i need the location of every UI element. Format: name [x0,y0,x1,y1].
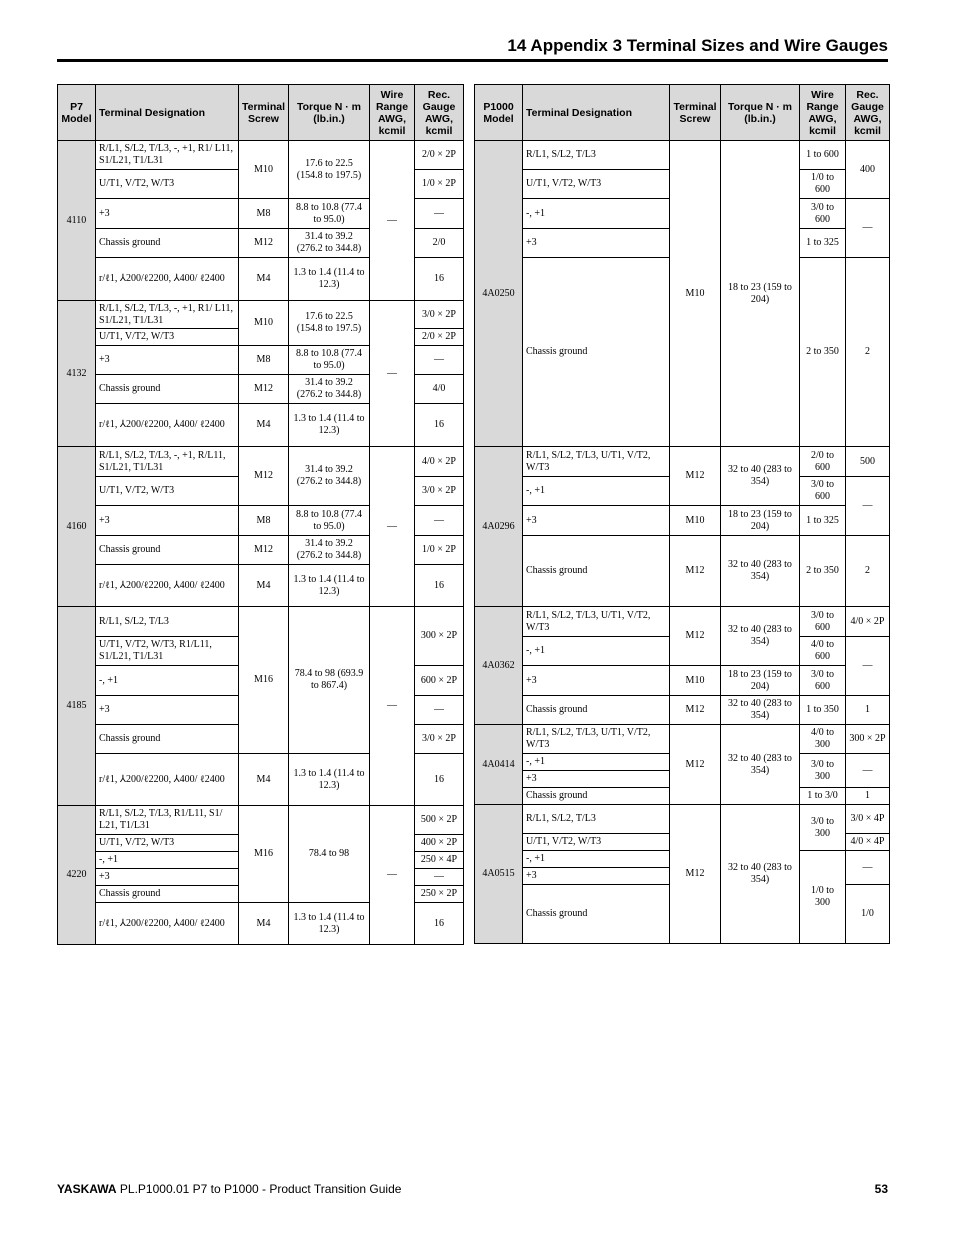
screw-cell: M12 [670,447,721,506]
screw-cell: M12 [239,447,289,506]
model-cell: 4160 [58,447,96,607]
rec-gauge-cell: 2/0 × 2P [415,329,464,346]
designation-cell: r/ℓ1, ⅄200/ℓ2200, ⅄400/ ℓ2400 [96,404,239,447]
screw-cell: M10 [670,666,721,696]
rec-gauge-cell: 4/0 [415,375,464,404]
designation-cell: -, +1 [96,852,239,869]
torque-cell: 1.3 to 1.4 (11.4 to 12.3) [289,258,370,301]
screw-cell: M16 [239,607,289,754]
wire-range-cell: 3/0 to 300 [800,805,846,851]
screw-cell: M12 [239,375,289,404]
wire-range-cell: 1/0 to 300 [800,851,846,944]
table-row [475,536,890,607]
rec-gauge-cell: 250 × 4P [415,852,464,869]
torque-cell: 32 to 40 (283 to 354) [721,447,800,506]
designation-cell: R/L1, S/L2, T/L3, R1/L11, S1/ L21, T1/L31 [96,806,239,835]
screw-cell: M8 [239,506,289,536]
designation-cell: +3 [523,868,670,885]
rec-gauge-cell: — [846,754,890,788]
designation-cell: -, +1 [96,666,239,696]
rec-gauge-cell: 500 × 2P [415,806,464,835]
rec-gauge-cell: 16 [415,754,464,806]
designation-cell: r/ℓ1, ⅄200/ℓ2200, ⅄400/ ℓ2400 [96,565,239,607]
wire-range-cell: 3/0 to 600 [800,666,846,696]
screw-cell: M10 [670,506,721,536]
designation-cell: +3 [96,696,239,725]
rec-gauge-cell: 4/0 × 4P [846,834,890,851]
designation-cell: R/L1, S/L2, T/L3, -, +1, R/L11, S1/L21, T1/L31 [96,447,239,477]
rec-gauge-cell: — [415,346,464,375]
screw-cell: M4 [239,903,289,945]
designation-cell: U/T1, V/T2, W/T3 [96,329,239,346]
wire-range-cell: — [370,806,415,945]
torque-cell: 31.4 to 39.2 (276.2 to 344.8) [289,229,370,258]
designation-cell: +3 [523,506,670,536]
model-cell: 4220 [58,806,96,945]
table-row [58,607,464,637]
screw-cell: M12 [670,725,721,805]
p7-terminal-table [57,84,464,945]
torque-cell: 32 to 40 (283 to 354) [721,805,800,944]
table-row [475,447,890,477]
torque-cell: 18 to 23 (159 to 204) [721,141,800,447]
screw-cell: M12 [670,536,721,607]
model-cell: 4185 [58,607,96,806]
page-number: 53 [874,1182,888,1196]
designation-cell: +3 [96,869,239,886]
rec-gauge-cell: 16 [415,404,464,447]
rec-gauge-cell: 3/0 × 2P [415,301,464,329]
torque-cell: 31.4 to 39.2 (276.2 to 344.8) [289,447,370,506]
wire-range-cell: 2 to 350 [800,258,846,447]
wire-range-cell: 2 to 350 [800,536,846,607]
col-header-rec-gauge: Rec. Gauge AWG, kcmil [415,85,464,141]
model-cell: 4A0414 [475,725,523,805]
table-row [475,805,890,834]
wire-range-cell: 4/0 to 300 [800,725,846,754]
screw-cell: M12 [670,805,721,944]
designation-cell: Chassis ground [523,788,670,805]
designation-cell: Chassis ground [96,725,239,754]
designation-cell: R/L1, S/L2, T/L3, U/T1, V/T2, W/T3 [523,447,670,477]
col-header-model: P7 Model [58,85,96,141]
header-rule [57,59,888,62]
rec-gauge-cell: 300 × 2P [415,607,464,666]
screw-cell: M10 [239,301,289,346]
wire-range-cell: 3/0 to 300 [800,754,846,788]
rec-gauge-cell: 400 [846,141,890,199]
designation-cell: r/ℓ1, ⅄200/ℓ2200, ⅄400/ ℓ2400 [96,903,239,945]
designation-cell: U/T1, V/T2, W/T3 [96,170,239,199]
col-header-designation: Terminal Designation [523,85,670,141]
designation-cell: r/ℓ1, ⅄200/ℓ2200, ⅄400/ ℓ2400 [96,754,239,806]
designation-cell: +3 [523,771,670,788]
torque-cell: 31.4 to 39.2 (276.2 to 344.8) [289,375,370,404]
model-cell: 4A0296 [475,447,523,607]
torque-cell: 32 to 40 (283 to 354) [721,607,800,666]
rec-gauge-cell: 1 [846,696,890,725]
wire-range-cell: 1 to 325 [800,229,846,258]
torque-cell: 17.6 to 22.5 (154.8 to 197.5) [289,141,370,199]
torque-cell: 18 to 23 (159 to 204) [721,506,800,536]
designation-cell: +3 [96,506,239,536]
wire-range-cell: 1 to 600 [800,141,846,170]
torque-cell: 78.4 to 98 (693.9 to 867.4) [289,607,370,754]
rec-gauge-cell: 16 [415,903,464,945]
screw-cell: M8 [239,346,289,375]
designation-cell: R/L1, S/L2, T/L3 [96,607,239,637]
table-row [475,607,890,637]
col-header-wire-range: Wire Range AWG, kcmil [800,85,846,141]
torque-cell: 17.6 to 22.5 (154.8 to 197.5) [289,301,370,346]
col-header-torque: Torque N · m (lb.in.) [289,85,370,141]
designation-cell: Chassis ground [96,886,239,903]
designation-cell: U/T1, V/T2, W/T3 [523,834,670,851]
torque-cell: 8.8 to 10.8 (77.4 to 95.0) [289,199,370,229]
designation-cell: U/T1, V/T2, W/T3 [523,170,670,199]
col-header-screw: Terminal Screw [670,85,721,141]
wire-range-cell: 4/0 to 600 [800,637,846,666]
designation-cell: R/L1, S/L2, T/L3, U/T1, V/T2, W/T3 [523,607,670,637]
rec-gauge-cell: 4/0 × 2P [415,447,464,477]
table-row [475,506,890,536]
footer-brand: YASKAWA [57,1182,117,1196]
screw-cell: M12 [670,696,721,725]
col-header-wire-range: Wire Range AWG, kcmil [370,85,415,141]
torque-cell: 8.8 to 10.8 (77.4 to 95.0) [289,346,370,375]
designation-cell: Chassis ground [523,885,670,944]
torque-cell: 32 to 40 (283 to 354) [721,725,800,805]
designation-cell: Chassis ground [523,696,670,725]
designation-cell: -, +1 [523,754,670,771]
torque-cell: 78.4 to 98 [289,806,370,903]
wire-range-cell: 2/0 to 600 [800,447,846,477]
designation-cell: R/L1, S/L2, T/L3 [523,805,670,834]
rec-gauge-cell: 3/0 × 4P [846,805,890,834]
torque-cell: 31.4 to 39.2 (276.2 to 344.8) [289,536,370,565]
rec-gauge-cell: 2 [846,258,890,447]
rec-gauge-cell: — [415,869,464,886]
wire-range-cell: 1 to 325 [800,506,846,536]
rec-gauge-cell: — [846,199,890,258]
screw-cell: M4 [239,404,289,447]
screw-cell: M4 [239,754,289,806]
screw-cell: M12 [670,607,721,666]
model-cell: 4110 [58,141,96,301]
rec-gauge-cell: 600 × 2P [415,666,464,696]
footer-doc-title: PL.P1000.01 P7 to P1000 - Product Transition Guide [116,1182,402,1196]
designation-cell: +3 [523,229,670,258]
table-row [58,806,464,835]
torque-cell: 32 to 40 (283 to 354) [721,696,800,725]
screw-cell: M4 [239,565,289,607]
designation-cell: Chassis ground [523,258,670,447]
col-header-screw: Terminal Screw [239,85,289,141]
table-row [58,301,464,329]
rec-gauge-cell: — [415,199,464,229]
model-cell: 4A0515 [475,805,523,944]
wire-range-cell: 1 to 350 [800,696,846,725]
designation-cell: R/L1, S/L2, T/L3, -, +1, R1/ L11, S1/L21, T1/L31 [96,301,239,329]
rec-gauge-cell: 4/0 × 2P [846,607,890,637]
designation-cell: U/T1, V/T2, W/T3, R1/L11, S1/L21, T1/L31 [96,637,239,666]
col-header-torque: Torque N · m (lb.in.) [721,85,800,141]
designation-cell: Chassis ground [523,536,670,607]
designation-cell: +3 [96,346,239,375]
model-cell: 4132 [58,301,96,447]
screw-cell: M8 [239,199,289,229]
designation-cell: Chassis ground [96,375,239,404]
screw-cell: M12 [239,229,289,258]
col-header-rec-gauge: Rec. Gauge AWG, kcmil [846,85,890,141]
rec-gauge-cell: 3/0 × 2P [415,477,464,506]
rec-gauge-cell: — [846,851,890,885]
designation-cell: -, +1 [523,477,670,506]
rec-gauge-cell: 2/0 × 2P [415,141,464,170]
rec-gauge-cell: — [415,506,464,536]
table-row [58,141,464,170]
designation-cell: R/L1, S/L2, T/L3 [523,141,670,170]
table-row [475,141,890,170]
rec-gauge-cell: — [846,477,890,536]
wire-range-cell: 3/0 to 600 [800,477,846,506]
page-title: 14 Appendix 3 Terminal Sizes and Wire Gauges [507,36,888,55]
designation-cell: U/T1, V/T2, W/T3 [96,477,239,506]
rec-gauge-cell: 1/0 [846,885,890,944]
designation-cell: r/ℓ1, ⅄200/ℓ2200, ⅄400/ ℓ2400 [96,258,239,301]
rec-gauge-cell: 2 [846,536,890,607]
screw-cell: M4 [239,258,289,301]
designation-cell: U/T1, V/T2, W/T3 [96,835,239,852]
screw-cell: M10 [670,141,721,447]
rec-gauge-cell: 400 × 2P [415,835,464,852]
rec-gauge-cell: 1/0 × 2P [415,170,464,199]
table-row [475,666,890,696]
wire-range-cell: 3/0 to 600 [800,199,846,229]
screw-cell: M10 [239,141,289,199]
page-footer [57,1182,888,1196]
designation-cell: -, +1 [523,851,670,868]
p1000-terminal-table [474,84,890,944]
model-cell: 4A0250 [475,141,523,447]
torque-cell: 1.3 to 1.4 (11.4 to 12.3) [289,903,370,945]
designation-cell: R/L1, S/L2, T/L3, U/T1, V/T2, W/T3 [523,725,670,754]
designation-cell: R/L1, S/L2, T/L3, -, +1, R1/ L11, S1/L21, T1/L31 [96,141,239,170]
torque-cell: 1.3 to 1.4 (11.4 to 12.3) [289,404,370,447]
rec-gauge-cell: 1/0 × 2P [415,536,464,565]
wire-range-cell: — [370,447,415,607]
rec-gauge-cell: — [846,637,890,696]
screw-cell: M12 [239,536,289,565]
rec-gauge-cell: 2/0 [415,229,464,258]
table-row [475,725,890,754]
model-cell: 4A0362 [475,607,523,725]
designation-cell: Chassis ground [96,229,239,258]
rec-gauge-cell: 300 × 2P [846,725,890,754]
torque-cell: 18 to 23 (159 to 204) [721,666,800,696]
col-header-designation: Terminal Designation [96,85,239,141]
torque-cell: 32 to 40 (283 to 354) [721,536,800,607]
designation-cell: +3 [523,666,670,696]
table-row [475,696,890,725]
screw-cell: M16 [239,806,289,903]
designation-cell: Chassis ground [96,536,239,565]
designation-cell: -, +1 [523,199,670,229]
torque-cell: 1.3 to 1.4 (11.4 to 12.3) [289,754,370,806]
wire-range-cell: 1 to 3/0 [800,788,846,805]
wire-range-cell: — [370,607,415,806]
rec-gauge-cell: 500 [846,447,890,477]
rec-gauge-cell: 16 [415,258,464,301]
wire-range-cell: — [370,301,415,447]
rec-gauge-cell: — [415,696,464,725]
wire-range-cell: — [370,141,415,301]
col-header-model: P1000 Model [475,85,523,141]
wire-range-cell: 3/0 to 600 [800,607,846,637]
designation-cell: +3 [96,199,239,229]
torque-cell: 1.3 to 1.4 (11.4 to 12.3) [289,565,370,607]
rec-gauge-cell: 1 [846,788,890,805]
table-row [58,447,464,477]
rec-gauge-cell: 250 × 2P [415,886,464,903]
wire-range-cell: 1/0 to 600 [800,170,846,199]
torque-cell: 8.8 to 10.8 (77.4 to 95.0) [289,506,370,536]
rec-gauge-cell: 16 [415,565,464,607]
designation-cell: -, +1 [523,637,670,666]
rec-gauge-cell: 3/0 × 2P [415,725,464,754]
